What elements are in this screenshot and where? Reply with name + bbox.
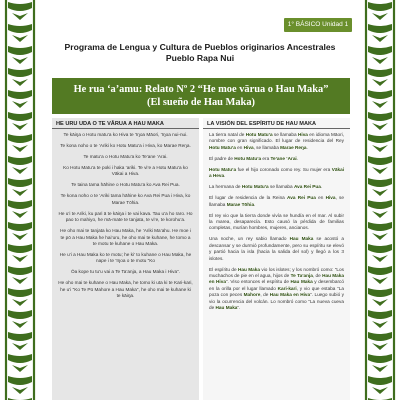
highlighted-name: Vākai a Heva [209,166,344,179]
rapa-nui-column [52,118,199,400]
paragraph-text: El lugar de residencia de la Reina [209,195,288,201]
spanish-column-heading: LA VISIÓN DEL ESPÍRITU DE HAU MAKA [203,118,350,129]
highlighted-name: Hau Maka [215,305,238,311]
highlighted-name: Ava Rei Pua [287,195,316,201]
highlighted-name: Hotu Matu’a [209,166,237,172]
highlighted-name: Hau Maka [290,279,313,285]
bilingual-columns [52,118,350,400]
highlighted-name: Hotu Matu’a [209,144,236,150]
rapa-nui-paragraph: Te kona noho o te ‘Ariki ko Hotu Matu’a i Hiva, ko Marae Reŋa. [60,143,191,148]
paragraph-text: en [315,195,326,201]
spanish-paragraph [209,195,344,208]
rapa-nui-paragraph: He oho mai te kuhane o Hau Maka, he tomo ki uta ki te Kari-kari, he u’i “Ko Te Pū Mahore a Hau Maka”, he oho mai te kuhane ki te kāiŋa. [58,280,193,299]
rapa-nui-paragraph: Ko Hotu Matu’a te poki i haka ‘ariki. Te vi’e a Hotu Matu’a ko Vākai a Hiva. [63,165,188,177]
paragraph-text: se llamaba [268,184,294,190]
paragraph-text: era [261,155,271,161]
rapa-nui-paragraph: Ōa kope tu tu’u vai a Te Ta’anja, a Hau Maka i Hiva”. [71,269,180,275]
tribal-border-right-icon [360,0,400,400]
rapa-nui-paragraph: He u’i te Ariki, ku pari ā te kāiŋa i te vai kava. Tau u’a ho raro. Ho pao to mahiyo, he mā-mate te tanjata, te vi’e, te korohu’a. [58,210,193,223]
tribal-border-left-icon [0,0,40,400]
highlighted-name: Ava Rei Pua [293,184,321,190]
highlighted-name: Hau Maka [238,266,260,272]
spanish-paragraph [209,167,344,180]
highlighted-name: Hau Maka en Hiva [269,292,311,298]
paragraph-text: ”. Luego subió y vio la ocurrencia del volcán. Lo nombró como “La nueva cueva de [209,292,344,311]
highlighted-name: Hotu Matu’a [245,132,273,137]
rapa-nui-column-body [52,129,199,300]
highlighted-name: Marae Reŋa [280,144,307,150]
highlighted-name: Kari-kari [277,285,297,291]
spanish-column-body [203,129,350,312]
spanish-paragraph [209,156,344,162]
paragraph-text: ”. Viso entonces el espíritu de [225,279,291,285]
highlighted-name: Mahore [243,292,261,298]
highlighted-name: Te Ta’anja [290,273,313,279]
paragraph-text: . [296,155,299,161]
rapa-nui-paragraph: Te taina tama hāhine o Hotu Matu’a ko Ava Rei Pua. [71,182,180,188]
story-title-banner [52,78,350,114]
paragraph-text: fue el hijo coronado como rey. Su mujer era [236,166,332,172]
rapa-nui-paragraph: Te kona noho o te ‘Ariki tama hāhine ko Ava Rei Pua i Hiva, ko Marae Tōhia. [60,193,191,205]
highlighted-name: Hotu Matu’a [241,184,269,190]
spanish-paragraph [209,184,344,190]
highlighted-name: Hiva [325,195,336,201]
rapa-nui-column-heading: HE URU UDA O TE VĀRUA A HAU MAKA [52,118,199,129]
highlighted-name: Te’ane ‘Arai [270,155,297,161]
paragraph-text: La hermana de [209,184,242,190]
paragraph-text: se acostó a descansar y se durmió profundamente, pero su espíritu se elevó y partió hacia la isla (hacia la salida del sol) y llegó a los 3 islotes. [209,236,344,261]
paragraph-text: . [306,144,308,150]
rapa-nui-paragraph: He u’i a Hau Maka ko te motu; he ki’ to kuhane o Hau Maka, he nape i te ‘īŋoa o te motu “Ko [59,252,192,264]
story-title: He rua ‘a’amu: Relato Nº 2 “He moe vārua o Hau Maka” [73,84,329,95]
paragraph-text: Una noche, un rey sabio llamado [209,236,290,242]
program-title-line1: Programa de Lengua y Cultura de Pueblos originarios Ancestrales [64,42,336,52]
spanish-paragraph [209,236,344,262]
highlighted-name: Hau Maka [289,236,314,242]
paragraph-text: , de [260,292,270,298]
rapa-nui-paragraph: Te matu’a o Hotu Matu’a ko Te’ane ‘Arai. [83,154,168,159]
paragraph-text: El padre de [209,155,235,161]
highlighted-name: Hiva [243,144,254,150]
paragraph-text: El espíritu de [209,266,238,272]
highlighted-name: Hotu Matu’a [234,155,262,161]
paragraph-text: , y vio que estaba “La poza con peces [209,285,344,298]
grade-badge: 1° BÁSICO Unidad 1 [284,18,352,32]
rapa-nui-paragraph: Te kāiŋa o Hotu matu’a ko Hiva te ‘īŋoa Māori, ‘īŋoa nui-nui. [63,132,188,137]
paragraph-text: en [235,144,244,150]
highlighted-name: Hau Maka en Hiva [209,273,344,285]
spanish-paragraph [209,132,344,151]
spanish-paragraph [209,267,344,312]
paragraph-text: , se llamaba [253,144,281,150]
spanish-column [203,118,350,400]
paragraph-text: . [320,184,323,190]
highlighted-name: Marae Tōhia [226,201,255,207]
story-subtitle: (El sueño de Hau Maka) [147,97,255,108]
program-title-line2: Pueblo Rapa Nui [165,53,235,63]
paragraph-text: La tierra natal de [209,132,246,137]
paragraph-text: en idioma Māori, nombre con gran significado. El lugar de residencia del Rey [209,132,345,144]
paragraph-text: , de [312,273,323,279]
program-title [48,42,352,64]
paragraph-text: y desembarcó en la orilla por el lugar llamado [209,279,344,291]
paragraph-text: . [254,201,256,207]
paragraph-text: ”. [237,305,241,311]
highlighted-name: Hiva [298,132,308,137]
paragraph-text: . [224,173,226,179]
spanish-paragraph [209,213,344,232]
paragraph-text: vio los islotes; y los nombró como: “Los muchachos de pie en el agua, hijos de [209,266,344,279]
paragraph-text: El rey vio que la tierra donde vivía se hundía en el mar. Al subir la marea, desaparecía. Esto causó la pérdida de familias completas, murían hombres, mujeres, ancianos. [209,212,344,231]
rapa-nui-paragraph: He oho mai te tanjata ko Hau Maka, he ‘Ariki Ma’ahu. He moe i te pō a Hau Maka he hai’uru, he oho mai te kuhane, he tomo a te motu te kuhane o Hau Maka. [60,228,191,247]
paragraph-text: , se llamaba [209,195,345,207]
paragraph-text: se llamaba [272,132,298,137]
